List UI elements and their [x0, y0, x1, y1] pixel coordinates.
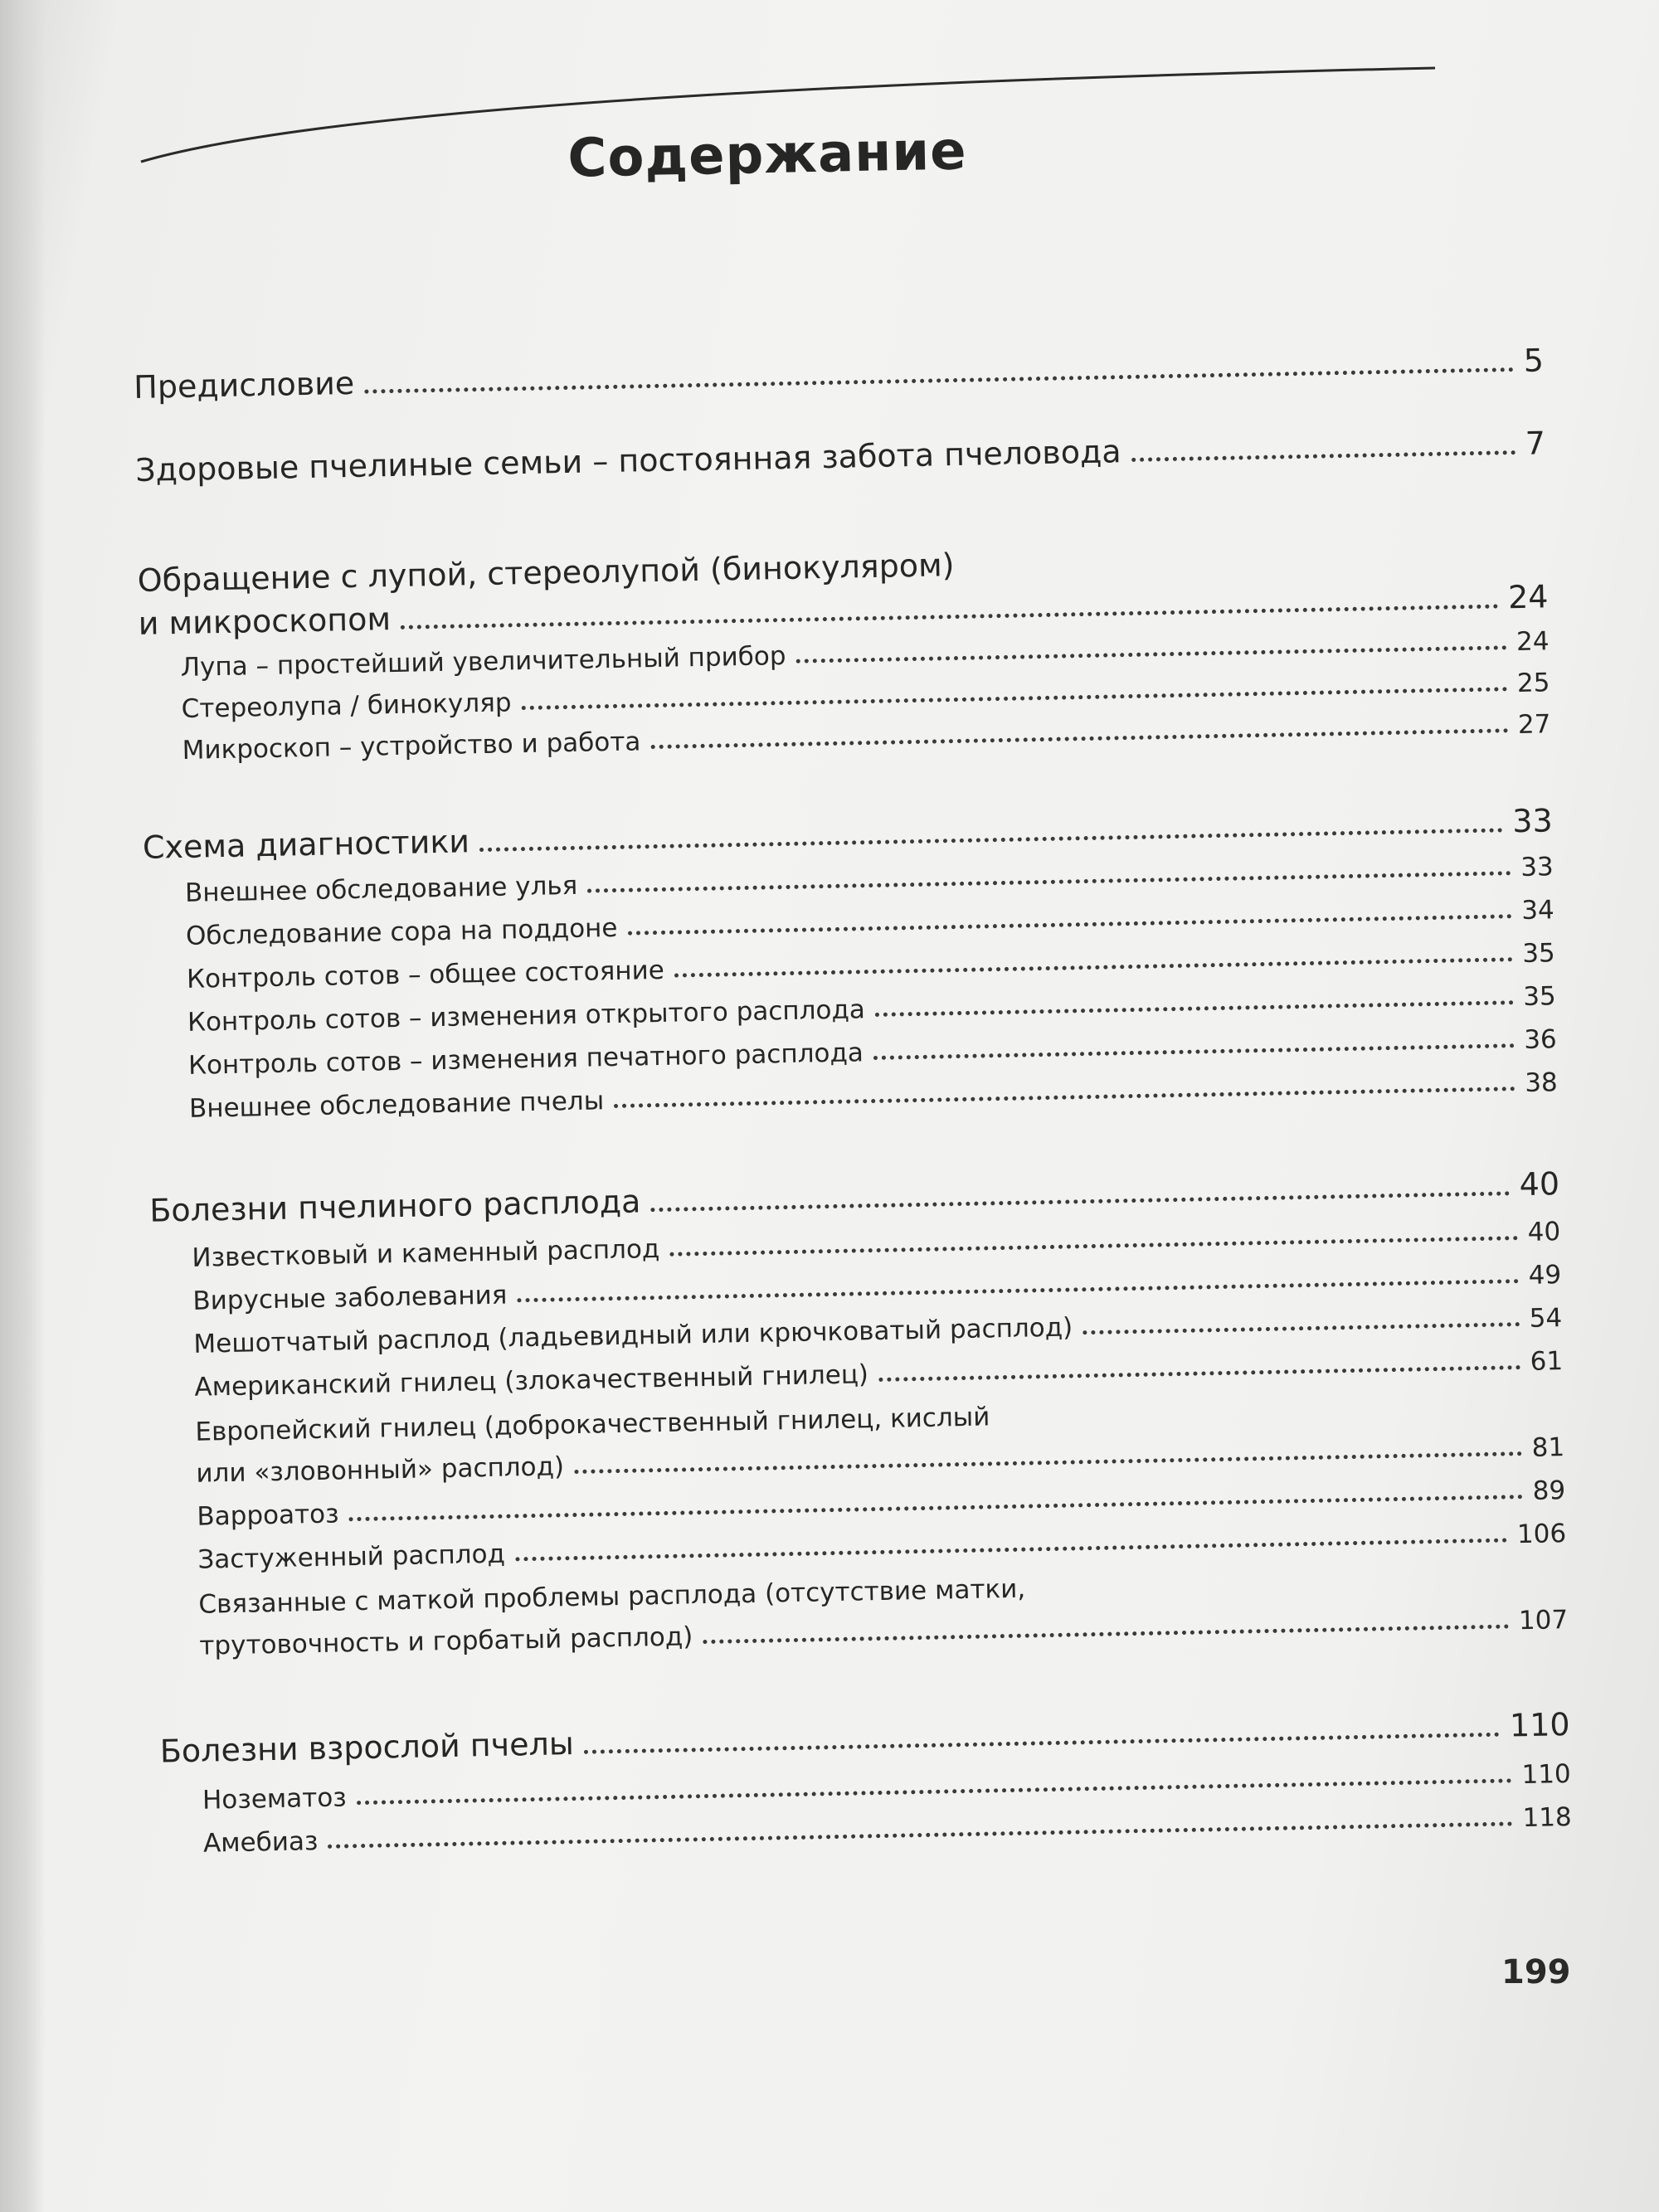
toc-leader-dots — [364, 367, 1514, 394]
toc-entry-title: Застуженный расплод — [197, 1539, 506, 1575]
toc-entry-brood-diseases[interactable] — [149, 1165, 1560, 1229]
table-of-contents — [133, 304, 1573, 1859]
toc-entry-title: Контроль сотов – изменения печатного расплода — [187, 1038, 864, 1081]
toc-leader-dots — [401, 604, 1498, 629]
toc-entry-page: 61 — [1530, 1346, 1564, 1377]
toc-entry-title: Варроатоз — [197, 1499, 339, 1532]
toc-entry-title: Внешнее обследование улья — [184, 870, 578, 908]
toc-entry-title: Мешотчатый расплод (ладьевидный или крючковатый расплод) — [193, 1312, 1073, 1359]
toc-entry-page: 49 — [1528, 1260, 1562, 1291]
toc-entry-page: 27 — [1517, 709, 1551, 741]
toc-entry-title: Американский гнилец (злокачественный гнилец) — [194, 1359, 869, 1403]
toc-entry-title: Микроскоп – устройство и работа — [182, 727, 641, 766]
toc-entry-title: Предисловие — [133, 364, 355, 406]
toc-entry-title-line2: и микроскопом — [138, 600, 392, 642]
toc-entry-title-line1: Европейский гнилец (доброкачественный гнилец, кислый — [195, 1402, 990, 1447]
toc-entry-page: 34 — [1520, 895, 1555, 926]
toc-leader-dots — [1131, 450, 1515, 462]
toc-leader-dots — [669, 1236, 1518, 1257]
toc-leader-dots — [878, 1365, 1520, 1382]
toc-entry-page: 81 — [1531, 1432, 1565, 1463]
page-spine-shadow — [0, 0, 46, 2212]
toc-entry-page: 118 — [1522, 1802, 1573, 1834]
toc-entry-title-line2: трутовочность и горбатый расплод) — [199, 1621, 693, 1661]
toc-entry-page: 54 — [1529, 1303, 1563, 1334]
toc-leader-dots — [479, 828, 1502, 852]
toc-entry-title: Здоровые пчелиные семьи – постоянная забота пчеловода — [134, 433, 1121, 489]
toc-entry-adult-bee-diseases[interactable] — [159, 1706, 1570, 1770]
toc-leader-dots — [875, 1000, 1514, 1017]
toc-leader-dots — [522, 687, 1508, 710]
toc-entry-title-line1: Обращение с лупой, стереолупой (бинокуляром) — [137, 547, 955, 599]
toc-entry-page: 40 — [1519, 1165, 1560, 1203]
toc-entry-page: 24 — [1515, 626, 1550, 658]
toc-entry-title: Схема диагностики — [142, 823, 470, 866]
toc-leader-dots — [349, 1495, 1523, 1521]
toc-entry-page: 25 — [1516, 668, 1550, 699]
toc-entry-page: 24 — [1507, 578, 1549, 616]
toc-entry-page: 35 — [1521, 938, 1556, 969]
toc-entry-page: 7 — [1525, 425, 1546, 462]
toc-entry-title: Внешнее обследование пчелы — [188, 1086, 605, 1124]
toc-entry-title: Нозематоз — [202, 1782, 348, 1816]
toc-leader-dots — [357, 1778, 1512, 1805]
toc-leader-dots — [703, 1624, 1509, 1644]
toc-entry-title: Лупа – простейший увеличительный прибор — [180, 640, 786, 683]
toc-leader-dots — [584, 1733, 1500, 1754]
toc-entry-title: Известковый и каменный расплод — [192, 1234, 660, 1273]
toc-leader-dots — [614, 1087, 1515, 1108]
toc-leader-dots — [651, 1191, 1510, 1212]
page-number: 199 — [1501, 1953, 1571, 1991]
toc-leader-dots — [796, 645, 1507, 663]
toc-entry-title: Амебиаз — [202, 1826, 319, 1859]
toc-entry-page: 89 — [1532, 1475, 1566, 1506]
toc-entry-healthy-colonies[interactable] — [135, 425, 1546, 489]
toc-entry-page: 35 — [1522, 981, 1557, 1012]
toc-entry-title: Обследование сора на поддоне — [185, 912, 618, 951]
toc-leader-dots — [650, 728, 1508, 749]
toc-entry-title-line1: Связанные с маткой проблемы расплода (отсутствие матки, — [198, 1573, 1026, 1620]
toc-leader-dots — [587, 871, 1511, 892]
toc-leader-dots — [1082, 1322, 1520, 1334]
toc-entry-title: Болезни взрослой пчелы — [159, 1725, 575, 1770]
toc-entry-title: Контроль сотов – общее состояние — [186, 955, 665, 994]
toc-entry-page: 36 — [1523, 1024, 1558, 1055]
toc-entry-title-line2: или «зловонный» расплод) — [196, 1451, 565, 1489]
toc-entry-page: 106 — [1516, 1519, 1567, 1550]
toc-entry-preface[interactable] — [134, 342, 1545, 406]
toc-entry-page: 40 — [1527, 1217, 1561, 1247]
toc-leader-dots — [873, 1043, 1515, 1060]
toc-leader-dots — [574, 1451, 1522, 1474]
toc-leader-dots — [515, 1538, 1507, 1561]
toc-entry-page: 107 — [1518, 1605, 1569, 1636]
toc-leader-dots — [674, 957, 1513, 977]
toc-entry-title: Контроль сотов – изменения открытого расплода — [187, 994, 866, 1038]
toc-entry-page: 38 — [1524, 1067, 1559, 1098]
toc-leader-dots — [628, 914, 1512, 935]
toc-entry-page: 33 — [1511, 802, 1554, 840]
toc-entry-page: 110 — [1521, 1759, 1572, 1791]
toc-entry-title: Вирусные заболевания — [192, 1280, 508, 1316]
page-title: Содержание — [567, 120, 968, 190]
toc-leader-dots — [517, 1279, 1518, 1302]
toc-leader-dots — [328, 1821, 1512, 1848]
toc-entry-page: 5 — [1523, 342, 1545, 379]
toc-entry-title: Стереолупа / бинокуляр — [181, 688, 512, 724]
toc-entry-title: Болезни пчелиного расплода — [148, 1183, 641, 1229]
toc-entry-page: 110 — [1509, 1706, 1570, 1744]
toc-entry-page: 33 — [1520, 852, 1554, 882]
